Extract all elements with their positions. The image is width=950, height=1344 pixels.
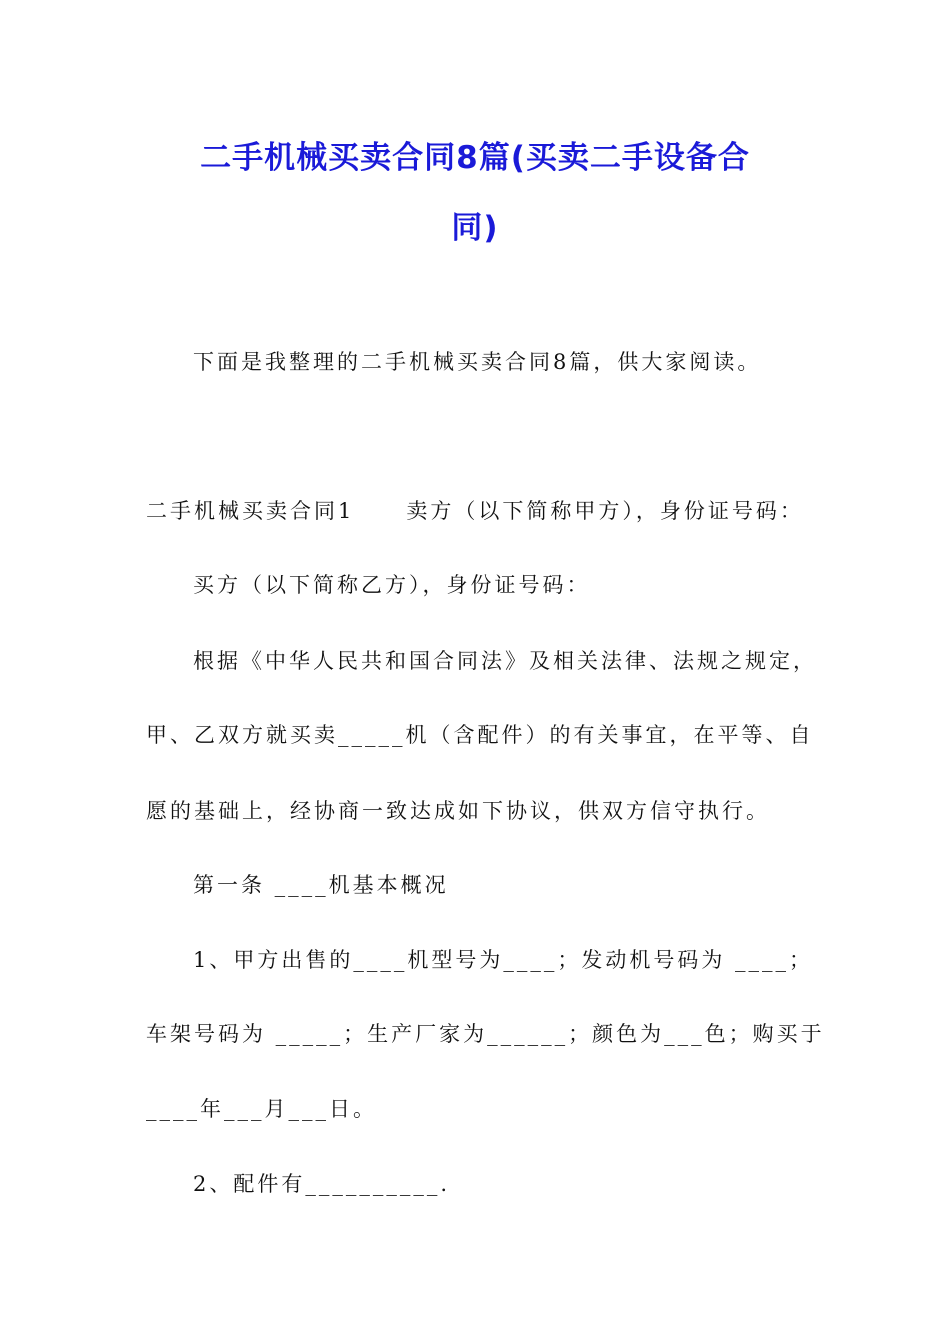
buyer-line: 买方（以下简称乙方），身份证号码：	[193, 573, 591, 597]
contract-heading: 二手机械买卖合同1	[146, 499, 355, 523]
basis-paragraph-line-1: 根据《中华人民共和国合同法》及相关法律、法规之规定，	[193, 649, 817, 673]
basis-paragraph-line-2: 甲、乙双方就买卖_____机（含配件）的有关事宜，在平等、自	[146, 723, 814, 747]
item-1-line-2: 车架号码为 _____；生产厂家为______；颜色为___色；购买于	[146, 1022, 825, 1046]
document-title-line-1: 二手机械买卖合同8篇(买卖二手设备合	[200, 140, 750, 176]
intro-paragraph: 下面是我整理的二手机械买卖合同8篇，供大家阅读。	[193, 350, 762, 374]
item-1-line-3: ____年___月___日。	[146, 1097, 377, 1121]
seller-line: 卖方（以下简称甲方），身份证号码：	[406, 499, 804, 523]
article-1-title: 第一条 ____机基本概况	[193, 873, 449, 897]
basis-paragraph-line-3: 愿的基础上，经协商一致达成如下协议，供双方信守执行。	[146, 799, 770, 823]
item-1-line-1: 1、甲方出售的____机型号为____；发动机号码为 ____；	[193, 948, 814, 972]
document-title-line-2: 同)	[451, 210, 499, 246]
contract-heading-line	[146, 495, 804, 525]
item-2-line-1: 2、配件有__________.	[193, 1172, 451, 1196]
